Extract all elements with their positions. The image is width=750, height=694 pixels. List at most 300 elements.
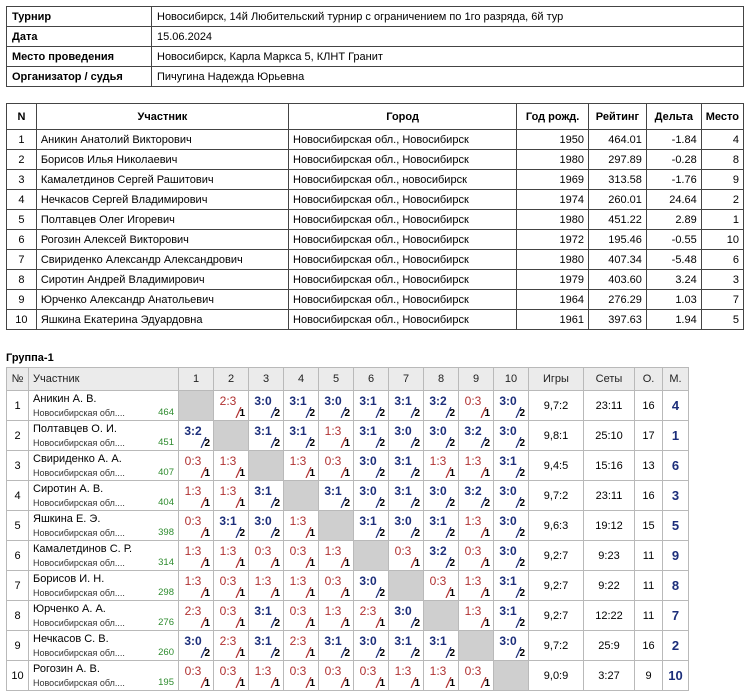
match-points: 1	[484, 558, 490, 569]
match-score: 1:3	[324, 424, 342, 438]
player-city: Новосибирская обл....	[33, 468, 125, 478]
match-result-cell	[354, 421, 389, 451]
match-points: 1	[309, 558, 315, 569]
match-points: 1	[204, 528, 210, 539]
cell-number: 10	[7, 310, 37, 330]
match-result-cell	[354, 631, 389, 661]
match-result-cell	[249, 481, 284, 511]
cell-rating: 407.34	[589, 250, 647, 270]
player-city: Новосибирская обл....	[33, 438, 125, 448]
match-result-cell	[494, 481, 529, 511]
col-header-opponent: 1	[179, 368, 214, 391]
match-result-cell	[354, 481, 389, 511]
cell-rating: 464.01	[589, 130, 647, 150]
match-score: 3:1	[359, 514, 377, 528]
cell-delta: 3.24	[646, 270, 701, 290]
cell-rating: 260.01	[589, 190, 647, 210]
group-row	[7, 451, 689, 481]
player-rating: 314	[158, 557, 174, 568]
match-result-cell	[424, 571, 459, 601]
tournament-info-table	[6, 6, 744, 87]
match-points: 1	[204, 558, 210, 569]
match-result-cell	[214, 661, 249, 691]
player-rating: 260	[158, 647, 174, 658]
match-score: 0:3	[324, 454, 342, 468]
col-header-place: М.	[663, 368, 689, 391]
cell-number: 5	[7, 210, 37, 230]
match-score: 2:3	[359, 604, 377, 618]
match-result-cell	[459, 451, 494, 481]
info-key: Турнир	[7, 7, 152, 27]
match-score: 3:1	[394, 634, 412, 648]
info-key: Дата	[7, 27, 152, 47]
final-place: 3	[663, 481, 689, 511]
participants-header-row	[7, 104, 744, 130]
col-header-opponent: 4	[284, 368, 319, 391]
match-points: 2	[519, 498, 525, 509]
match-points: 1	[379, 678, 385, 689]
match-result-cell	[249, 511, 284, 541]
group-results-table	[6, 367, 689, 691]
diagonal-cell	[354, 541, 389, 571]
match-score: 3:0	[254, 514, 272, 528]
player-name: Яшкина Е. Э.	[33, 513, 101, 525]
points-total: 11	[635, 601, 663, 631]
match-result-cell	[494, 391, 529, 421]
match-points: 1	[414, 558, 420, 569]
match-result-cell	[389, 541, 424, 571]
participant-cell	[29, 601, 179, 631]
final-place: 2	[663, 631, 689, 661]
match-points: 2	[449, 528, 455, 539]
match-points: 1	[204, 678, 210, 689]
sets-total: 12:22	[584, 601, 635, 631]
match-score: 3:0	[184, 634, 202, 648]
player-name: Нечкасов С. В.	[33, 633, 109, 645]
match-points: 2	[379, 408, 385, 419]
row-number: 5	[7, 511, 29, 541]
games-total: 9,7:2	[529, 391, 584, 421]
col-header-place: Место	[701, 104, 743, 130]
match-score: 3:0	[499, 514, 517, 528]
final-place: 8	[663, 571, 689, 601]
match-score: 0:3	[429, 574, 447, 588]
match-score: 2:3	[184, 604, 202, 618]
match-score: 3:1	[359, 394, 377, 408]
cell-place: 7	[701, 290, 743, 310]
match-result-cell	[319, 481, 354, 511]
match-score: 1:3	[219, 454, 237, 468]
match-result-cell	[459, 541, 494, 571]
cell-place: 1	[701, 210, 743, 230]
player-name: Борисов И. Н.	[33, 573, 105, 585]
match-points: 2	[379, 468, 385, 479]
match-result-cell	[459, 481, 494, 511]
cell-number: 1	[7, 130, 37, 150]
match-points: 1	[309, 528, 315, 539]
sets-total: 15:16	[584, 451, 635, 481]
match-score: 1:3	[289, 574, 307, 588]
match-result-cell	[494, 601, 529, 631]
player-name: Юрченко А. А.	[33, 603, 106, 615]
cell-rating: 451.22	[589, 210, 647, 230]
diagonal-cell	[284, 481, 319, 511]
row-number: 10	[7, 661, 29, 691]
match-points: 2	[449, 558, 455, 569]
points-total: 9	[635, 661, 663, 691]
match-score: 2:3	[219, 634, 237, 648]
match-points: 1	[239, 588, 245, 599]
sets-total: 3:27	[584, 661, 635, 691]
participant-row	[7, 210, 744, 230]
match-result-cell	[459, 391, 494, 421]
match-score: 3:0	[359, 634, 377, 648]
cell-place: 4	[701, 130, 743, 150]
points-total: 11	[635, 541, 663, 571]
diagonal-cell	[459, 631, 494, 661]
col-header-number: №	[7, 368, 29, 391]
match-result-cell	[354, 601, 389, 631]
match-points: 2	[414, 618, 420, 629]
match-points: 1	[309, 588, 315, 599]
match-points: 2	[519, 528, 525, 539]
player-name: Камалетдинов С. Р.	[33, 543, 133, 555]
match-score: 0:3	[184, 454, 202, 468]
cell-rating: 313.58	[589, 170, 647, 190]
col-header-points: О.	[635, 368, 663, 391]
match-result-cell	[389, 391, 424, 421]
match-result-cell	[424, 451, 459, 481]
col-header-birth-year: Год рожд.	[517, 104, 589, 130]
match-result-cell	[494, 451, 529, 481]
match-points: 2	[449, 408, 455, 419]
match-score: 0:3	[464, 544, 482, 558]
final-place: 7	[663, 601, 689, 631]
match-result-cell	[494, 421, 529, 451]
match-points: 2	[519, 618, 525, 629]
final-place: 4	[663, 391, 689, 421]
points-total: 16	[635, 631, 663, 661]
match-score: 0:3	[219, 574, 237, 588]
match-result-cell	[249, 391, 284, 421]
match-result-cell	[284, 631, 319, 661]
group-header-row	[7, 368, 689, 391]
player-rating: 398	[158, 527, 174, 538]
player-name: Аникин А. В.	[33, 393, 97, 405]
sets-total: 9:23	[584, 541, 635, 571]
match-result-cell	[249, 541, 284, 571]
match-result-cell	[249, 421, 284, 451]
match-score: 3:1	[359, 424, 377, 438]
match-score: 0:3	[324, 664, 342, 678]
col-header-opponent: 8	[424, 368, 459, 391]
match-score: 0:3	[289, 604, 307, 618]
row-number: 2	[7, 421, 29, 451]
sets-total: 23:11	[584, 481, 635, 511]
match-points: 1	[274, 588, 280, 599]
match-result-cell	[389, 631, 424, 661]
group-row	[7, 601, 689, 631]
match-score: 1:3	[254, 664, 272, 678]
games-total: 9,2:7	[529, 601, 584, 631]
match-result-cell	[459, 661, 494, 691]
cell-participant-name: Яшкина Екатерина Эдуардовна	[36, 310, 288, 330]
match-score: 1:3	[219, 484, 237, 498]
match-score: 3:1	[429, 634, 447, 648]
match-result-cell	[494, 571, 529, 601]
match-points: 2	[519, 468, 525, 479]
match-score: 3:0	[499, 634, 517, 648]
match-points: 1	[204, 618, 210, 629]
match-points: 1	[274, 558, 280, 569]
match-result-cell	[249, 601, 284, 631]
match-score: 0:3	[289, 544, 307, 558]
participant-cell	[29, 421, 179, 451]
player-city: Новосибирская обл....	[33, 528, 125, 538]
cell-delta: 1.94	[646, 310, 701, 330]
player-name: Рогозин А. В.	[33, 663, 100, 675]
col-header-sets: Сеты	[584, 368, 635, 391]
match-result-cell	[494, 541, 529, 571]
cell-participant-name: Юрченко Александр Анатольевич	[36, 290, 288, 310]
games-total: 9,6:3	[529, 511, 584, 541]
player-city: Новосибирская обл....	[33, 618, 125, 628]
match-points: 1	[484, 528, 490, 539]
player-name: Сиротин А. В.	[33, 483, 104, 495]
match-points: 2	[204, 648, 210, 659]
cell-delta: 1.03	[646, 290, 701, 310]
match-result-cell	[354, 451, 389, 481]
participant-row	[7, 190, 744, 210]
match-score: 1:3	[289, 514, 307, 528]
participant-cell	[29, 571, 179, 601]
row-number: 4	[7, 481, 29, 511]
player-rating: 464	[158, 407, 174, 418]
cell-place: 5	[701, 310, 743, 330]
cell-participant-name: Сиротин Андрей Владимирович	[36, 270, 288, 290]
match-result-cell	[179, 541, 214, 571]
match-score: 1:3	[464, 604, 482, 618]
match-score: 2:3	[289, 634, 307, 648]
match-result-cell	[179, 421, 214, 451]
col-header-participant: Участник	[36, 104, 288, 130]
match-score: 3:2	[464, 424, 482, 438]
match-points: 2	[414, 648, 420, 659]
diagonal-cell	[319, 511, 354, 541]
match-score: 3:0	[324, 394, 342, 408]
info-value: 15.06.2024	[152, 27, 744, 47]
match-points: 2	[449, 438, 455, 449]
match-result-cell	[459, 421, 494, 451]
col-header-participant: Участник	[29, 368, 179, 391]
match-score: 3:0	[359, 574, 377, 588]
match-score: 3:1	[254, 484, 272, 498]
match-score: 0:3	[464, 394, 482, 408]
match-result-cell	[179, 511, 214, 541]
cell-place: 2	[701, 190, 743, 210]
match-result-cell	[389, 661, 424, 691]
col-header-delta: Дельта	[646, 104, 701, 130]
match-score: 3:0	[394, 514, 412, 528]
diagonal-cell	[249, 451, 284, 481]
match-points: 2	[414, 528, 420, 539]
info-row-organizer	[7, 67, 744, 87]
participant-row	[7, 170, 744, 190]
match-result-cell	[284, 601, 319, 631]
match-score: 0:3	[184, 514, 202, 528]
player-rating: 451	[158, 437, 174, 448]
cell-city: Новосибирская обл., Новосибирск	[289, 230, 517, 250]
match-score: 1:3	[219, 544, 237, 558]
match-points: 2	[414, 498, 420, 509]
diagonal-cell	[424, 601, 459, 631]
match-points: 2	[414, 468, 420, 479]
points-total: 17	[635, 421, 663, 451]
match-result-cell	[389, 421, 424, 451]
match-points: 2	[484, 498, 490, 509]
match-result-cell	[354, 391, 389, 421]
match-score: 0:3	[289, 664, 307, 678]
cell-birth-year: 1964	[517, 290, 589, 310]
participant-row	[7, 290, 744, 310]
match-score: 1:3	[464, 514, 482, 528]
match-points: 1	[309, 648, 315, 659]
col-header-games: Игры	[529, 368, 584, 391]
cell-participant-name: Рогозин Алексей Викторович	[36, 230, 288, 250]
info-row-date	[7, 27, 744, 47]
match-points: 1	[484, 678, 490, 689]
match-points: 2	[379, 648, 385, 659]
match-points: 2	[239, 528, 245, 539]
participant-row	[7, 310, 744, 330]
match-points: 1	[239, 558, 245, 569]
match-result-cell	[214, 481, 249, 511]
sets-total: 25:9	[584, 631, 635, 661]
match-score: 2:3	[219, 394, 237, 408]
match-score: 0:3	[464, 664, 482, 678]
match-score: 0:3	[219, 664, 237, 678]
group-row	[7, 541, 689, 571]
diagonal-cell	[179, 391, 214, 421]
cell-city: Новосибирская обл., Новосибирск	[289, 150, 517, 170]
cell-city: Новосибирская обл., Новосибирск	[289, 270, 517, 290]
match-result-cell	[179, 481, 214, 511]
match-points: 1	[414, 678, 420, 689]
match-score: 3:1	[289, 424, 307, 438]
match-result-cell	[319, 661, 354, 691]
cell-rating: 276.29	[589, 290, 647, 310]
match-result-cell	[179, 661, 214, 691]
match-points: 1	[449, 678, 455, 689]
cell-place: 6	[701, 250, 743, 270]
col-header-opponent: 10	[494, 368, 529, 391]
games-total: 9,2:7	[529, 541, 584, 571]
match-result-cell	[494, 511, 529, 541]
match-result-cell	[354, 511, 389, 541]
info-value: Новосибирск, Карла Маркса 5, КЛНТ Гранит	[152, 47, 744, 67]
match-points: 1	[309, 468, 315, 479]
match-points: 2	[519, 438, 525, 449]
cell-birth-year: 1980	[517, 210, 589, 230]
participants-table	[6, 103, 744, 330]
points-total: 16	[635, 481, 663, 511]
match-points: 2	[274, 618, 280, 629]
participant-cell	[29, 631, 179, 661]
match-points: 1	[484, 618, 490, 629]
cell-number: 8	[7, 270, 37, 290]
points-total: 15	[635, 511, 663, 541]
match-score: 3:1	[394, 394, 412, 408]
match-points: 2	[449, 498, 455, 509]
cell-delta: -5.48	[646, 250, 701, 270]
final-place: 10	[663, 661, 689, 691]
group-row	[7, 391, 689, 421]
match-points: 2	[274, 648, 280, 659]
match-points: 2	[274, 408, 280, 419]
player-name: Свириденко А. А.	[33, 453, 122, 465]
match-points: 2	[274, 498, 280, 509]
match-result-cell	[319, 421, 354, 451]
cell-number: 9	[7, 290, 37, 310]
group-title: Группа-1	[6, 352, 54, 364]
match-score: 0:3	[324, 574, 342, 588]
participant-cell	[29, 541, 179, 571]
col-header-city: Город	[289, 104, 517, 130]
player-city: Новосибирская обл....	[33, 678, 125, 688]
match-points: 1	[204, 468, 210, 479]
match-score: 0:3	[219, 604, 237, 618]
games-total: 9,2:7	[529, 571, 584, 601]
match-points: 2	[309, 438, 315, 449]
cell-number: 7	[7, 250, 37, 270]
participant-row	[7, 230, 744, 250]
cell-birth-year: 1961	[517, 310, 589, 330]
match-points: 1	[344, 438, 350, 449]
match-result-cell	[214, 541, 249, 571]
cell-birth-year: 1972	[517, 230, 589, 250]
cell-delta: -0.28	[646, 150, 701, 170]
player-name: Полтавцев О. И.	[33, 423, 117, 435]
match-result-cell	[424, 661, 459, 691]
player-city: Новосибирская обл....	[33, 558, 125, 568]
final-place: 1	[663, 421, 689, 451]
cell-number: 6	[7, 230, 37, 250]
match-score: 3:1	[324, 484, 342, 498]
match-points: 2	[519, 558, 525, 569]
match-score: 3:0	[499, 484, 517, 498]
match-score: 3:1	[429, 514, 447, 528]
match-score: 3:1	[499, 454, 517, 468]
match-score: 3:0	[394, 424, 412, 438]
match-result-cell	[214, 631, 249, 661]
col-header-opponent: 5	[319, 368, 354, 391]
info-key: Место проведения	[7, 47, 152, 67]
match-points: 1	[239, 648, 245, 659]
match-score: 3:1	[499, 604, 517, 618]
row-number: 7	[7, 571, 29, 601]
cell-place: 10	[701, 230, 743, 250]
match-score: 3:1	[254, 634, 272, 648]
games-total: 9,7:2	[529, 481, 584, 511]
match-result-cell	[214, 511, 249, 541]
col-header-number: N	[7, 104, 37, 130]
player-city: Новосибирская обл....	[33, 648, 125, 658]
cell-city: Новосибирская обл., Новосибирск	[289, 290, 517, 310]
col-header-opponent: 3	[249, 368, 284, 391]
match-score: 1:3	[254, 574, 272, 588]
match-points: 1	[344, 678, 350, 689]
match-score: 3:2	[429, 394, 447, 408]
